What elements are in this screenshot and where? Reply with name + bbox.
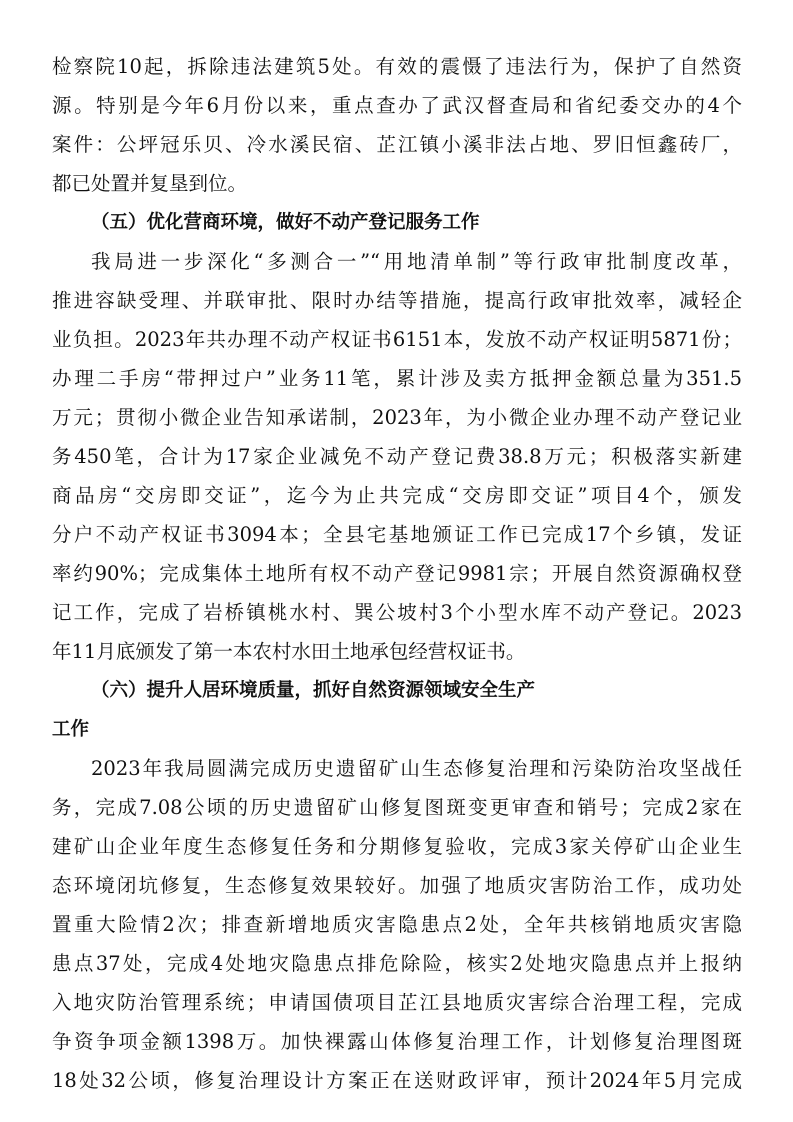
body-text-line: 推进容缺受理、并联审批、限时办结等措施，提高行政审批效率，减轻企 [52, 289, 742, 312]
body-text-line: 年11月底颁发了第一本农村水田土地承包经营权证书。 [52, 640, 526, 663]
section-heading: （五）优化营商环境，做好不动产登记服务工作 [91, 212, 480, 233]
body-text-line: 万元；贯彻小微企业告知承诺制，2023年，为小微企业办理不动产登记业 [52, 406, 742, 429]
body-text-line: 2023年我局圆满完成历史遗留矿山生态修复治理和污染防治攻坚战任 [91, 757, 742, 780]
body-text-line: 务450笔，合计为17家企业减免不动产登记费38.8万元；积极落实新建 [52, 445, 742, 468]
body-text-line: 我局进一步深化“多测合一”“用地清单制”等行政审批制度改革， [91, 250, 742, 273]
body-text-line: 业负担。2023年共办理不动产权证书6151本，发放不动产权证明5871份； [52, 328, 742, 351]
body-text-line: 记工作，完成了岩桥镇桃水村、巽公坡村3个小型水库不动产登记。2023 [52, 601, 742, 624]
section-heading-continuation: 工作 [52, 719, 90, 740]
body-text-line: 18处32公顷，修复治理设计方案正在送财政评审，预计2024年5月完成 [52, 1069, 742, 1092]
body-text-line: 办理二手房“带押过户”业务11笔，累计涉及卖方抵押金额总量为351.5 [52, 367, 742, 390]
body-text-line: 案件：公坪冠乐贝、冷水溪民宿、芷江镇小溪非法占地、罗旧恒鑫砖厂， [52, 133, 742, 156]
section-heading: （六）提升人居环境质量，抓好自然资源领域安全生产 [91, 680, 536, 701]
body-text-line: 患点37处，完成4处地灾隐患点排危除险，核实2处地灾隐患点并上报纳 [52, 952, 742, 975]
body-text-line: 都已处置并复垦到位。 [52, 172, 248, 195]
body-text-line: 建矿山企业年度生态修复任务和分期修复验收，完成3家关停矿山企业生 [52, 835, 742, 858]
body-text-line: 务，完成7.08公顷的历史遗留矿山修复图斑变更审查和销号；完成2家在 [52, 796, 742, 819]
body-text-line: 入地灾防治管理系统；申请国债项目芷江县地质灾害综合治理工程，完成 [52, 991, 742, 1014]
body-text-line: 态环境闭坑修复，生态修复效果较好。加强了地质灾害防治工作，成功处 [52, 874, 742, 897]
body-text-line: 置重大险情2次；排查新增地质灾害隐患点2处，全年共核销地质灾害隐 [52, 913, 742, 936]
body-text-line: 争资争项金额1398万。加快裸露山体修复治理工作，计划修复治理图斑 [52, 1030, 742, 1053]
body-text-line: 率约90%；完成集体土地所有权不动产登记9981宗；开展自然资源确权登 [52, 562, 742, 585]
body-text-line: 检察院10起，拆除违法建筑5处。有效的震慑了违法行为，保护了自然资 [52, 55, 742, 78]
body-text-line: 源。特别是今年6月份以来，重点查办了武汉督查局和省纪委交办的4个 [52, 94, 742, 117]
body-text-line: 商品房“交房即交证”，迄今为止共完成“交房即交证”项目4个，颁发 [52, 484, 742, 507]
body-text-line: 分户不动产权证书3094本；全县宅基地颁证工作已完成17个乡镇，发证 [52, 523, 742, 546]
